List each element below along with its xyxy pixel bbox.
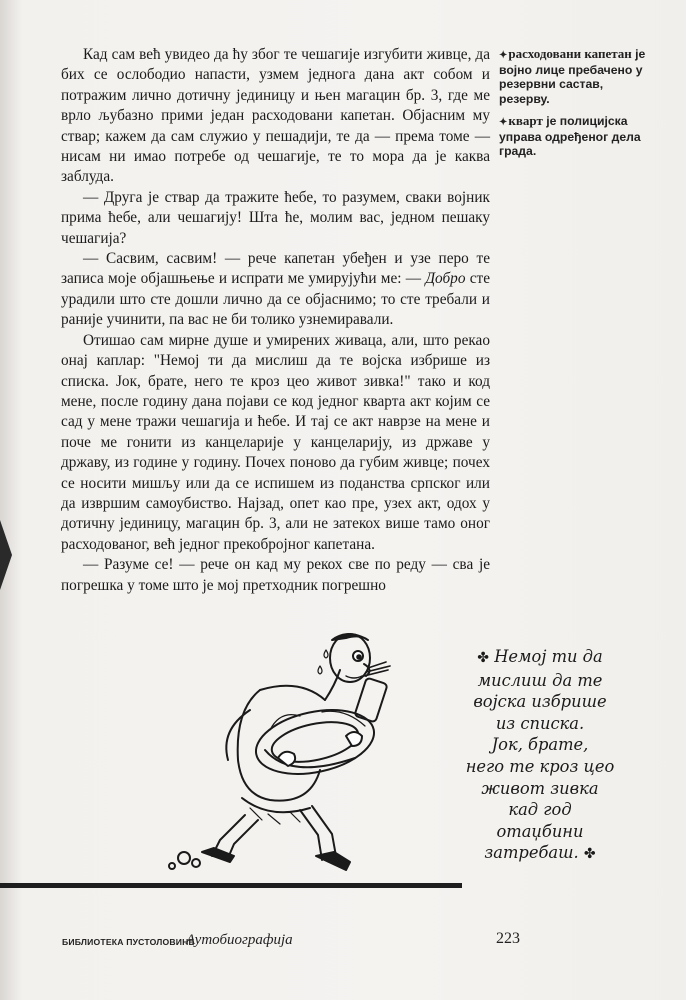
pull-quote-line: кад год: [508, 800, 572, 820]
pull-quote-line: Јок, брате,: [491, 735, 589, 755]
footer-series-name: БИБЛИОТЕКА ПУСТОЛОВИНЕ: [62, 937, 195, 947]
pull-quote-line: војска избрише: [473, 692, 607, 712]
glossary-definition: је полицијска управа одређеног дела града.: [499, 113, 641, 159]
pull-quote-line: мислиш да те: [477, 670, 603, 690]
pull-quote-line: затребаш.: [484, 843, 579, 863]
footer-book-title: Аутобиографија: [186, 932, 293, 948]
pull-quote-line: него те кроз цео: [465, 756, 615, 776]
pull-quote: [425, 646, 655, 866]
glossary-definition: је војно лице пребачено у резервни састав, резерву.: [499, 47, 646, 106]
ornament-close-icon: ✤: [583, 846, 596, 863]
ground-line: [0, 883, 462, 888]
paragraph-3-start: — Сасвим, сасвим! — рече капетан убеђен и узе перо те записа моје објашњење и испрати ме умирујући ме: —: [61, 250, 490, 288]
pull-quote-line: живот зивка: [481, 778, 599, 798]
paragraph-1: Кад сам већ увидео да ћу због те чешагије изгубити живце, да бих се ослободио напасти, узмем једнога дана акт собом и потражим лично дотичну јединицу и њен магацин бр. 3, где ме врло љубазно прими један расходовани капетан. Објасним му ствар; кажем да сам служио у пешадији, те да — према томе — нисам ни имао потребе од чешагије, те то мора да је каква заблуда.: [61, 46, 490, 186]
pull-quote-line: Немој ти да: [494, 647, 603, 666]
ornament-open-icon: ✤: [477, 650, 490, 666]
glossary-note-1: [499, 47, 649, 106]
paragraph-5: — Разуме се! — рече он кад му рекох све по реду — сва је погрешка у томе што је мој претходник погрешно: [61, 556, 490, 594]
main-text-column: [61, 45, 490, 596]
paragraph-2: — Друга је ствар да тражите ћебе, то разумем, сваки војник прима ћебе, али чешагију! Шта ће, молим вас, једном пешаку чешагија?: [61, 188, 490, 247]
page-number: 223: [496, 930, 520, 947]
pull-quote-line: из списка.: [495, 713, 585, 733]
glossary-term: кварт: [508, 112, 543, 128]
glossary-term: расходовани капетан: [508, 46, 632, 61]
pull-quote-last-line: [425, 842, 655, 866]
pull-quote-first-line: [425, 646, 655, 670]
italic-word: Добро: [425, 270, 466, 288]
paragraph-4: Отишао сам мирне душе и умирених живаца, али, што рекао онај каплар: "Немој ти да мислиш да те војска избрише из списка. Јок, брате, него те кроз цео живот зивка!" тако и код мене, после годину дана појави се код једног кварта акт којим се сад у мене тражи чешагија и ћебе. И тај се акт наврзе на мене и поче ме гонити из канцеларије у канцеларију, из државе у државу, из године у годину. Почех поново да губим живце; почех се носити мишљу или да се испишем из поданства српског или да извршим самоубиство. Најзад, опет као пре, узех акт, одох у дотичну јединицу, магацин бр. 3, али не затекох више тамо оног расходованог, већ једног прекобројног капетана.: [61, 331, 490, 553]
paragraph-3: [61, 249, 490, 331]
ornament-bullet-icon: ✦: [499, 116, 508, 128]
pull-quote-line: отаџбини: [496, 821, 584, 841]
cartoon-man-carrying-blanket-icon: [150, 630, 430, 880]
glossary-note-2: [499, 114, 649, 159]
ornament-bullet-icon: ✦: [499, 50, 508, 61]
glossary-sidebar: [499, 47, 649, 166]
paragraph-3-end: сте урадили што сте дошли лично да се објаснимо; то сте требали и раније учинити, па вас не би толико узнемиравали.: [61, 270, 491, 329]
